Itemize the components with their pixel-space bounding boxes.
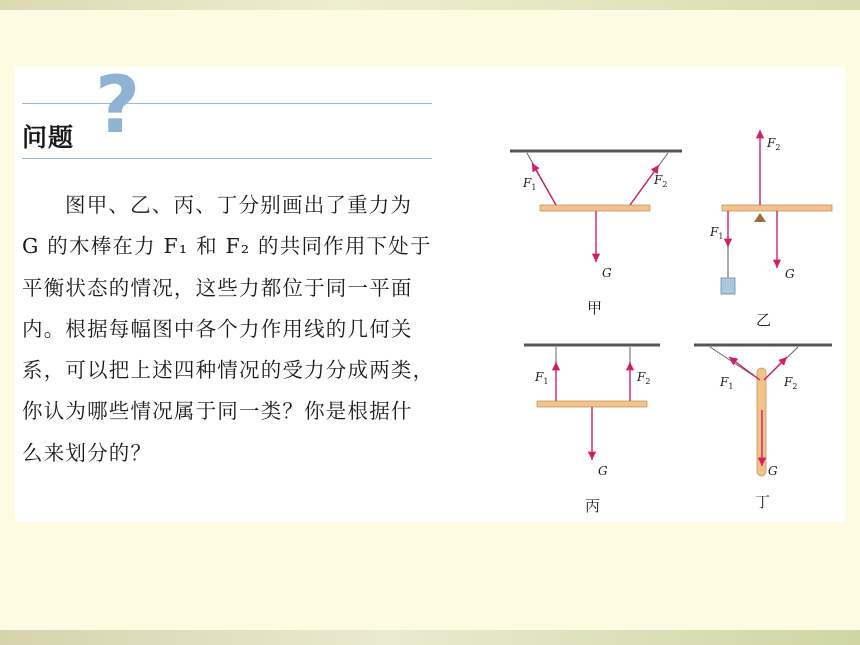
label-f1: $F_1$ (710, 225, 724, 241)
label-g: G (598, 464, 608, 478)
text-line: 你认为哪些情况属于同一类？你是根据什 (22, 399, 413, 424)
figure-yi (709, 130, 832, 329)
text-line: G 的木棒在力 F₁ 和 F₂ 的共同作用下处于 (22, 234, 432, 259)
rod (540, 205, 650, 211)
label-f1: $F_1$ (523, 176, 537, 192)
figure-jia (510, 151, 682, 317)
label-f1: $F_1$ (535, 370, 549, 386)
force-arrow-f1 (729, 357, 760, 380)
label-g: G (785, 267, 795, 281)
label-f2: $F_2$ (637, 370, 651, 386)
figure-ding (694, 345, 832, 511)
caption-bing: 丙 (585, 497, 601, 515)
pivot-triangle (754, 213, 766, 222)
section-title: 问题 (22, 123, 75, 152)
label-f2: $F_2$ (784, 375, 798, 391)
figure-bing (524, 345, 660, 515)
text-line: 系，可以把上述四种情况的受力分成两类， (22, 358, 435, 383)
caption-ding: 丁 (755, 493, 771, 511)
hanging-block (721, 278, 735, 294)
text-line: 平衡状态的情况，这些力都位于同一平面 (22, 275, 413, 300)
label-f2: $F_2$ (654, 173, 668, 189)
rod (537, 401, 647, 407)
text-line: 图甲、乙、丙、丁分别画出了重力为 (65, 193, 413, 217)
label-g: G (602, 266, 612, 280)
label-g: G (768, 464, 778, 478)
caption-jia: 甲 (587, 299, 603, 317)
text-line: 内。根据每幅图中各个力作用线的几何关 (22, 316, 413, 341)
text-line: 么来划分的？ (22, 440, 153, 465)
label-f1: $F_1$ (720, 375, 734, 391)
caption-yi: 乙 (756, 311, 772, 329)
label-f2: $F_2$ (767, 136, 781, 152)
rod (722, 205, 832, 211)
question-mark-icon: ? (95, 61, 141, 151)
